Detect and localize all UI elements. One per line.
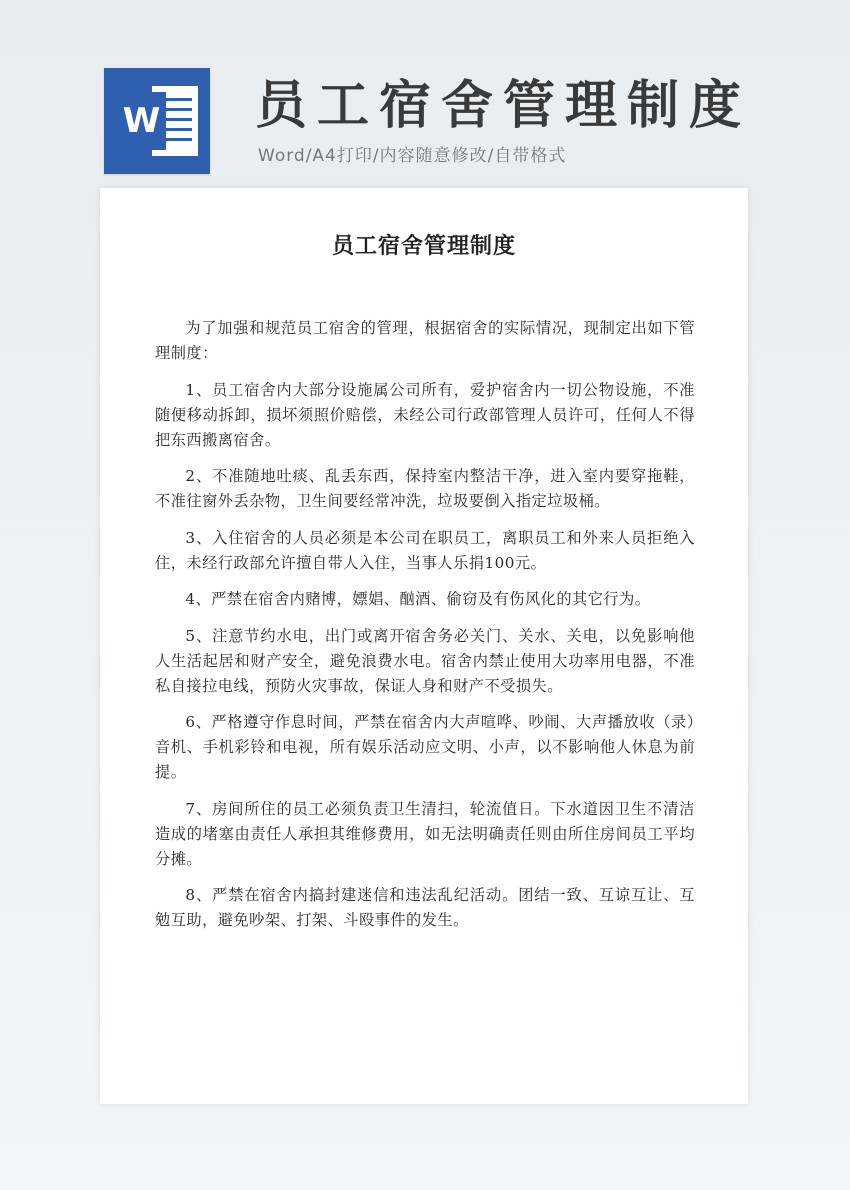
document-page — [100, 188, 748, 1104]
intro-paragraph: 为了加强和规范员工宿舍的管理，根据宿舍的实际情况，现制定出如下管理制度： — [155, 319, 695, 362]
rule-paragraph-4: 4、严禁在宿舍内赌博，嫖娼、酗酒、偷窃及有伤风化的其它行为。 — [185, 590, 651, 608]
rule-paragraph-5: 5、注意节约水电，出门或离开宿舍务必关门、关水、关电，以免影响他人生活起居和财产安全，避免浪费水电。宿舍内禁止使用大功率用电器，不准私自接拉电线，预防火灾事故，保证人身和财产不受损失。 — [155, 626, 695, 695]
rule-paragraph-3: 3、入住宿舍的人员必须是本公司在职员工，离职员工和外来人员拒绝入住，未经行政部允许擅自带人入住，当事人乐捐100元。 — [155, 528, 695, 572]
header-title: 员工宿舍管理制度 — [255, 76, 752, 136]
rule-paragraph-8: 8、严禁在宿舍内搞封建迷信和违法乱纪活动。团结一致、互谅互让、互勉互助，避免吵架、打架、斗殴事件的发生。 — [155, 886, 695, 929]
word-letter-icon: W — [116, 92, 166, 150]
rule-paragraph-7: 7、房间所住的员工必须负责卫生清扫，轮流值日。下水道因卫生不清洁造成的堵塞由责任人承担其维修费用，如无法明确责任则由所住房间员工平均分摊。 — [155, 799, 695, 868]
rule-paragraph-2: 2、不准随地吐痰、乱丢东西，保持室内整洁干净，进入室内要穿拖鞋，不准往窗外丢杂物，卫生间要经常冲洗，垃圾要倒入指定垃圾桶。 — [155, 467, 695, 510]
header-subtitle: Word/A4打印/内容随意修改/自带格式 — [258, 146, 567, 166]
document-body — [155, 316, 695, 945]
document-title: 员工宿舍管理制度 — [331, 234, 516, 259]
rule-paragraph-1: 1、员工宿舍内大部分设施属公司所有，爱护宿舍内一切公物设施，不准随便移动拆卸，损坏须照价赔偿，未经公司行政部管理人员许可，任何人不得把东西搬离宿舍。 — [155, 380, 695, 449]
word-app-icon — [104, 68, 210, 174]
rule-paragraph-6: 6、严格遵守作息时间，严禁在宿舍内大声喧哗、吵闹、大声播放收（录）音机、手机彩铃和电视，所有娱乐活动应文明、小声，以不影响他人休息为前提。 — [155, 713, 695, 781]
